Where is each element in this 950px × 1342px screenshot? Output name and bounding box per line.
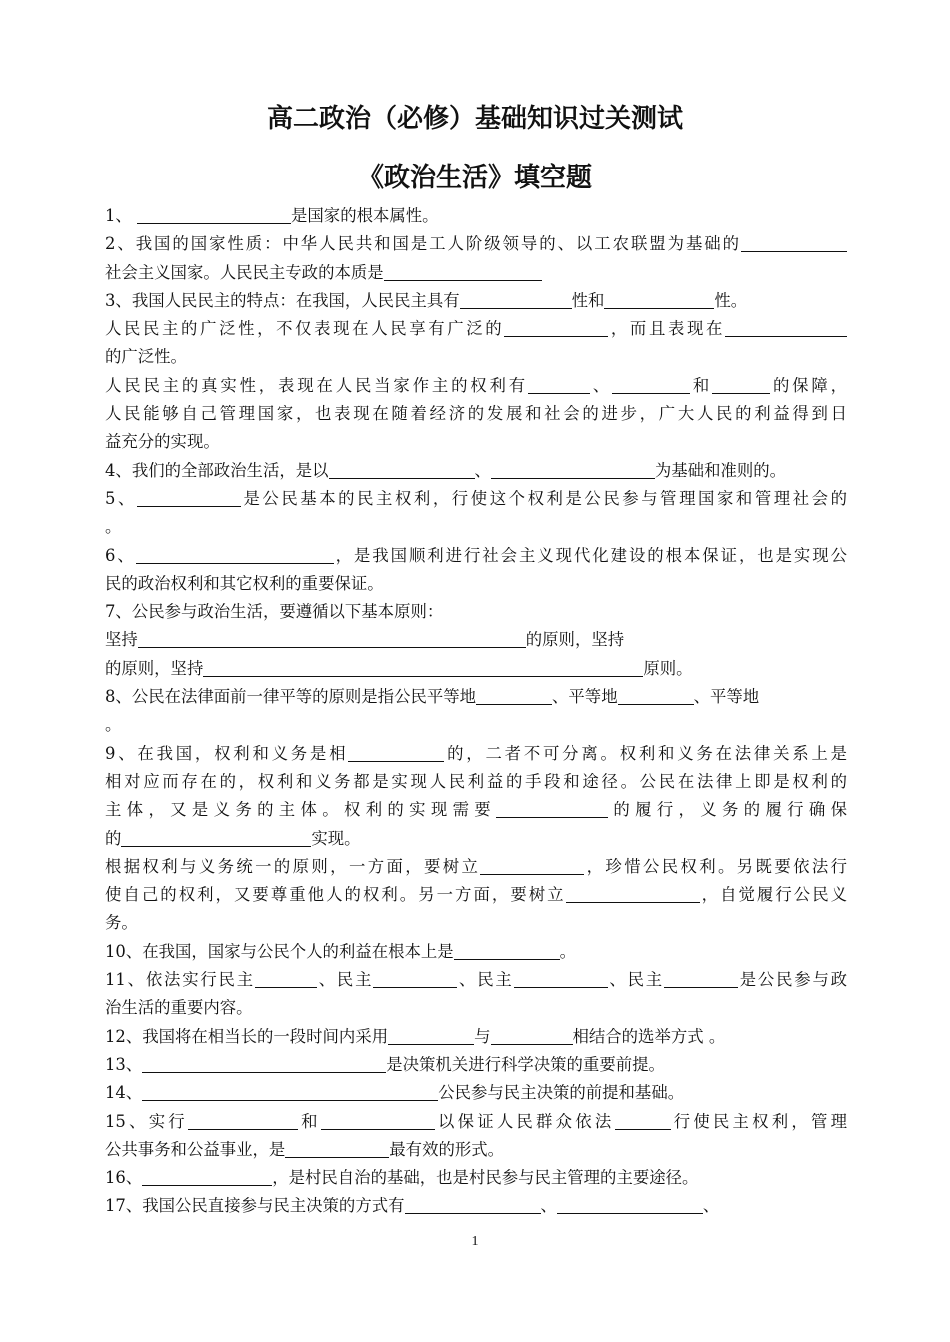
line-text: 是公民参与政 xyxy=(737,970,847,990)
line-text: 11、依法实行民主 xyxy=(105,970,255,990)
answer-blank[interactable] xyxy=(514,969,608,988)
line-text: 的 xyxy=(105,828,122,848)
text-line xyxy=(105,485,847,513)
line-text: 2、我国的国家性质：中华人民共和国是工人阶级领导的、以工农联盟为基础的 xyxy=(105,234,741,254)
line-text: 相结合的选举方式 。 xyxy=(572,1026,726,1046)
line-text: 益充分的实现。 xyxy=(105,432,220,452)
page-number: 1 xyxy=(471,1234,479,1249)
answer-blank[interactable] xyxy=(618,686,694,705)
line-text: 的原则，坚持 xyxy=(525,630,625,650)
line-text: 和 xyxy=(297,1111,321,1131)
line-text: 6、 xyxy=(105,545,136,565)
line-text: 16、 xyxy=(105,1168,143,1188)
line-text: 社会主义国家。人民民主专政的本质是 xyxy=(105,262,384,282)
text-line xyxy=(105,938,847,966)
text-line xyxy=(105,853,847,881)
line-text: 民的政治权利和其它权利的重要保证。 xyxy=(105,573,384,593)
answer-blank[interactable] xyxy=(136,545,334,564)
text-line xyxy=(105,711,847,739)
text-line xyxy=(105,994,847,1022)
answer-blank[interactable] xyxy=(348,743,444,762)
answer-blank[interactable] xyxy=(203,658,643,677)
text-line xyxy=(105,202,847,230)
text-line xyxy=(105,400,847,428)
line-text: 原则。 xyxy=(643,658,693,678)
answer-blank[interactable] xyxy=(121,828,311,847)
text-line xyxy=(105,1164,847,1192)
line-text: 公民参与民主决策的前提和基础。 xyxy=(438,1083,685,1103)
answer-blank[interactable] xyxy=(491,1026,573,1045)
answer-blank[interactable] xyxy=(615,1111,671,1130)
text-line xyxy=(105,372,847,400)
line-text: 最有效的形式。 xyxy=(389,1139,505,1159)
line-text: 13、 xyxy=(105,1054,143,1074)
line-text: 、民主 xyxy=(607,970,664,990)
text-line xyxy=(105,966,847,994)
line-text: 人民能够自己管理国家，也表现在随着经济的发展和社会的进步，广大人民的利益得到日 xyxy=(105,404,847,424)
line-text: 3、我国人民民主的特点：在我国，人民民主具有 xyxy=(105,290,460,310)
text-line xyxy=(105,287,847,315)
line-text: 性。 xyxy=(714,290,748,310)
answer-blank[interactable] xyxy=(321,1111,435,1130)
text-line xyxy=(105,683,847,711)
answer-blank[interactable] xyxy=(384,262,542,281)
text-line xyxy=(105,1108,847,1136)
answer-blank[interactable] xyxy=(142,1167,272,1186)
line-text: 是国家的根本属性。 xyxy=(291,206,439,225)
answer-blank[interactable] xyxy=(528,375,590,394)
text-line xyxy=(105,457,847,485)
answer-blank[interactable] xyxy=(741,233,847,252)
line-text: 10、在我国，国家与公民个人的利益在根本上是 xyxy=(105,941,454,961)
text-line xyxy=(105,343,847,371)
text-line xyxy=(105,1079,847,1107)
line-text: 、平等地 xyxy=(693,687,760,707)
line-text: ，而且表现在 xyxy=(608,319,726,339)
text-line xyxy=(105,513,847,541)
answer-blank[interactable] xyxy=(712,375,770,394)
line-text: ，珍惜公民权利。另既要依法行 xyxy=(584,856,847,876)
text-line xyxy=(105,1023,847,1051)
answer-blank[interactable] xyxy=(476,686,552,705)
line-text: 治生活的重要内容。 xyxy=(105,998,253,1018)
line-text: 的，二者不可分离。权利和义务在法律关系上是 xyxy=(444,743,847,763)
answer-blank[interactable] xyxy=(142,1054,386,1073)
line-text: 。 xyxy=(559,941,577,961)
line-text: 、民主 xyxy=(316,970,374,990)
line-text: 为基础和准则的。 xyxy=(654,460,787,480)
line-text: 根据权利与义务统一的原则，一方面，要树立 xyxy=(105,856,481,876)
text-line xyxy=(105,570,847,598)
answer-blank[interactable] xyxy=(188,1111,298,1130)
line-text: 是决策机关进行科学决策的重要前提。 xyxy=(386,1054,665,1074)
answer-blank[interactable] xyxy=(612,375,690,394)
text-line xyxy=(105,542,847,570)
line-text: 的履行，义务的履行确保 xyxy=(608,800,847,820)
line-text: 、平等地 xyxy=(552,687,618,707)
answer-blank[interactable] xyxy=(725,318,847,337)
line-text: 人民民主的广泛性，不仅表现在人民享有广泛的 xyxy=(105,319,505,339)
text-line xyxy=(105,768,847,796)
answer-blank[interactable] xyxy=(664,969,738,988)
line-text: 、民主 xyxy=(457,970,514,990)
line-text: 、 xyxy=(702,1196,720,1216)
answer-blank[interactable] xyxy=(285,1139,389,1158)
line-text: 人民民主的真实性，表现在人民当家作主的权利有 xyxy=(105,375,528,395)
line-text: 是公民基本的民主权利，行使这个权利是公民参与管理国家和管理社会的 xyxy=(240,488,847,508)
line-text: 相对应而存在的，权利和义务都是实现人民利益的手段和途径。公民在法律上即是权利的 xyxy=(105,771,847,791)
answer-blank[interactable] xyxy=(566,884,700,903)
line-text: 15、实行 xyxy=(105,1111,188,1131)
answer-blank[interactable] xyxy=(373,969,457,988)
answer-blank[interactable] xyxy=(142,1082,438,1101)
text-line xyxy=(105,230,847,258)
answer-blank[interactable] xyxy=(137,488,241,507)
line-text: 12、我国将在相当长的一段时间内采用 xyxy=(105,1026,389,1046)
answer-blank[interactable] xyxy=(504,318,608,337)
text-line xyxy=(105,259,847,287)
text-line xyxy=(105,740,847,768)
line-text: ，是村民自治的基础，也是村民参与民主管理的主要途径。 xyxy=(272,1168,699,1188)
answer-blank[interactable] xyxy=(388,1026,474,1045)
question-body xyxy=(105,202,847,1221)
line-text: 的原则，坚持 xyxy=(105,658,204,678)
line-text: 8、公民在法律面前一律平等的原则是指公民平等地 xyxy=(105,687,477,707)
line-text: 使自己的权利，又要尊重他人的权利。另一方面，要树立 xyxy=(105,885,566,905)
line-text: 的保障， xyxy=(770,375,847,395)
line-text: 14、 xyxy=(105,1083,143,1103)
line-text: 的广泛性。 xyxy=(105,347,187,367)
line-text: 和 xyxy=(690,375,713,395)
answer-blank[interactable] xyxy=(604,290,714,309)
text-line xyxy=(105,1051,847,1079)
line-text: 以保证人民群众依法 xyxy=(434,1111,615,1131)
text-line xyxy=(105,825,847,853)
answer-blank[interactable] xyxy=(460,290,572,309)
line-text: 、 xyxy=(540,1196,557,1216)
document-title: 高二政治（必修）基础知识过关测试 xyxy=(266,104,683,134)
answer-blank[interactable] xyxy=(138,629,526,648)
line-text: 、 xyxy=(589,375,613,395)
answer-blank[interactable] xyxy=(329,460,475,479)
answer-blank[interactable] xyxy=(480,856,584,875)
line-text: 4、我们的全部政治生活，是以 xyxy=(105,460,329,480)
line-text: 1、 xyxy=(105,206,138,225)
text-line xyxy=(105,598,847,626)
answer-blank[interactable] xyxy=(557,1195,703,1214)
line-text: 17、我国公民直接参与民主决策的方式有 xyxy=(105,1196,405,1216)
text-line xyxy=(105,909,847,937)
text-line xyxy=(105,626,847,654)
line-text: 5、 xyxy=(105,488,137,508)
text-line xyxy=(105,315,847,343)
line-text: 务。 xyxy=(105,913,138,933)
line-text: ，自觉履行公民义 xyxy=(699,885,847,905)
line-text: 性和 xyxy=(571,290,605,310)
line-text: 与 xyxy=(474,1026,491,1046)
answer-blank[interactable] xyxy=(405,1195,541,1214)
text-line xyxy=(105,1192,847,1220)
text-line xyxy=(105,796,847,824)
line-text: 坚持 xyxy=(105,630,138,650)
document-subtitle: 《政治生活》填空题 xyxy=(357,163,592,193)
line-text: 实现。 xyxy=(311,828,361,848)
line-text: 主体，又是义务的主体。权利的实现需要 xyxy=(105,800,497,820)
text-line xyxy=(105,428,847,456)
answer-blank[interactable] xyxy=(137,205,291,224)
text-line xyxy=(105,655,847,683)
answer-blank[interactable] xyxy=(496,799,608,818)
line-text: 行使民主权利，管理 xyxy=(670,1111,847,1131)
answer-blank[interactable] xyxy=(255,969,317,988)
line-text: 9、在我国，权利和义务是相 xyxy=(105,743,349,763)
line-text: 。 xyxy=(105,517,122,537)
answer-blank[interactable] xyxy=(454,941,560,960)
line-text: 。 xyxy=(105,715,122,735)
text-line xyxy=(105,881,847,909)
text-line xyxy=(105,1136,847,1164)
answer-blank[interactable] xyxy=(491,460,655,479)
line-text: ，是我国顺利进行社会主义现代化建设的根本保证，也是实现公 xyxy=(333,545,847,565)
line-text: 公共事务和公益事业，是 xyxy=(105,1139,286,1159)
line-text: 、 xyxy=(474,460,491,480)
line-text: 7、公民参与政治生活，要遵循以下基本原则： xyxy=(105,602,444,622)
